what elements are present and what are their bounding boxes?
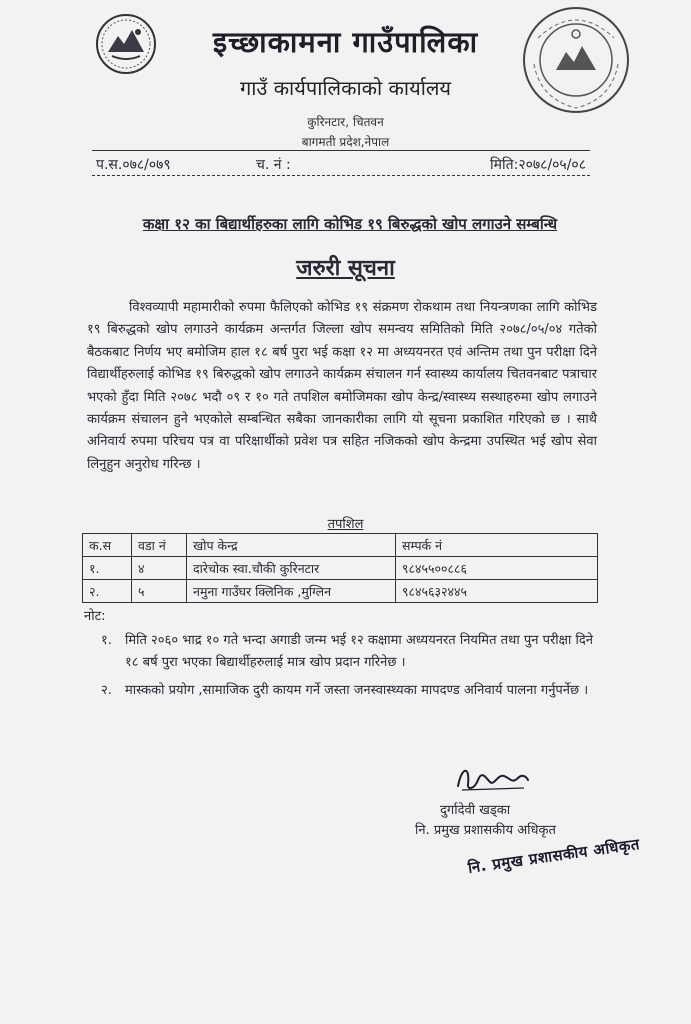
cell-center: दारेचोक स्वा.चौकी कुरिनटार [187,557,396,580]
notice-body [87,297,597,476]
notes-label: नोट: [84,609,106,624]
notice-subject: कक्षा १२ का बिद्यार्थीहरुका लागि कोभिड १९ बिरुद्धको खोप लगाउने सम्बन्धि [142,215,558,233]
signatory-name: दुर्गादेवी खड्का [440,803,511,818]
cell-contact: ९८४५५००८८६ [396,557,598,580]
dispatch-number: च. नं : [256,157,291,173]
cell-ward: ५ [132,580,187,603]
address-line-1: कुरिनटार, चितवन [307,115,384,129]
designation-stamp: नि. प्रमुख प्रशासकीय अधिकृत [466,834,641,877]
col-header-ward: वडा नं [132,534,187,557]
address-line-2: बागमती प्रदेश,नेपाल [301,135,390,149]
office-subtitle: गाउँ कार्यपालिकाको कार्यालय [239,76,452,100]
table-row [83,580,598,603]
schedule-title: तपशिल [327,517,364,532]
col-header-center: खोप केन्द्र [187,534,396,557]
municipality-title: इच्छाकामना गाउँपालिका [212,25,479,59]
letter-date: मिति:२०७८/०५/०८ [490,157,586,173]
note-item [101,630,605,674]
table-header-row [83,534,598,557]
cell-contact: ९८४५६३२४४५ [396,580,598,603]
letter-number: प.स.०७८/०७९ [96,157,171,173]
col-header-contact: सम्पर्क नं [396,534,598,557]
reference-row [92,150,590,176]
table-row [83,557,598,580]
notice-heading: जरुरी सूचना [296,256,395,281]
body-paragraph: विश्वव्यापी महामारीको रुपमा फैलिएको कोभिड १९ संक्रमण रोकथाम तथा नियन्त्रणका लागि कोभिड १९ बिरुद्धको खोप लगाउने कार्यक्रम अन्तर्गत जिल्ला खोप समन्वय समितिको मिति २०७८/०५/०४ गतेको बैठकबाट निर्णय भए बमोजिम हाल १८ बर्ष पुरा भई कक्षा १२ मा अध्ययनरत एवं अन्तिम तथा पुन परीक्षा दिने विद्यार्थीहरुलाई कोभिड १९ बिरुद्धको खोप लगाउने कार्यक्रम संचालन गर्न स्वास्थ्य कार्यालय चितवनबाट पत्राचार भएको हुँदा मिति २०७८ भदौ ०९ र १० गते तपशिल बमोजिमका खोप केन्द्र/स्वास्थ्य सस्थाहरुमा खोप लगाउने कार्यक्रम संचालन हुने भएकोले सम्बन्धित सबैका जानकारीका लागि यो सूचना प्रकाशित गरिएको छ । साथै अनिवार्य रुपमा परिचय पत्र वा परिक्षार्थीको प्रवेश पत्र सहित नजिकको खोप केन्द्रमा उपस्थित भई खोप सेवा लिनुहुन अनुरोध गरिन्छ । [87,300,597,472]
note-text: मास्कको प्रयोग ,सामाजिक दुरी कायम गर्ने जस्ता जनस्वास्थ्यका मापदण्ड अनिवार्य पालना गर्नुपर्नेछ । [125,683,589,698]
note-number: १. [101,633,112,648]
note-item [101,680,605,702]
cell-center: नमुना गाउँघर क्लिनिक ,मुग्लिन [187,580,396,603]
signatory-title: नि. प्रमुख प्रशासकीय अधिकृत [415,823,556,838]
cell-sn: १. [83,557,132,580]
col-header-sn: क.स [83,534,132,557]
cell-sn: २. [83,580,132,603]
note-text: मिति २०६० भाद्र १० गते भन्दा अगाडी जन्म भई १२ कक्षामा अध्ययनरत नियमित तथा पुन परीक्षा दिने १८ बर्ष पुरा भएका बिद्यार्थीहरुलाई मात्र खोप प्रदान गरिनेछ । [125,633,593,670]
vaccination-centers-table [82,533,598,603]
handwritten-signature [452,760,532,796]
note-number: २. [101,683,112,698]
cell-ward: ४ [132,557,187,580]
